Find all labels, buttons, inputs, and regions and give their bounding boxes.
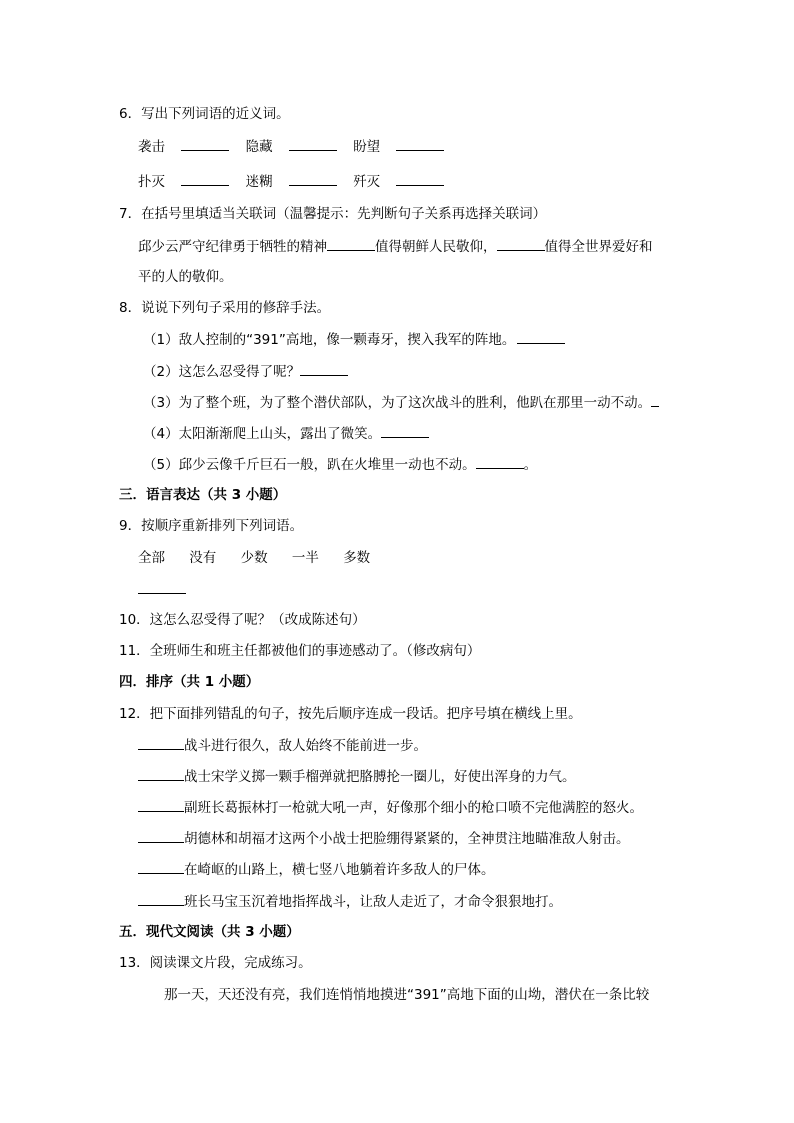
q6-row2 — [138, 171, 444, 192]
q12-item — [138, 797, 643, 818]
q9-word: 全部 — [138, 550, 165, 566]
q7-line2: 平的人的敬仰。 — [138, 269, 233, 285]
q8-item-4 — [143, 423, 429, 444]
q9-word: 多数 — [343, 550, 371, 566]
q12-item-text: 在崎岖的山路上，横七竖八地躺着许多敌人的尸体。 — [184, 862, 495, 878]
answer-blank[interactable] — [138, 735, 184, 750]
q9-title: 9．按顺序重新排列下列词语。 — [119, 518, 304, 534]
q8-item-5 — [143, 454, 537, 475]
q8-item-text: 。 — [523, 457, 538, 473]
answer-blank[interactable] — [396, 171, 444, 186]
q12-item — [138, 859, 495, 880]
answer-blank[interactable] — [651, 392, 659, 407]
q9-word: 没有 — [189, 550, 217, 566]
q12-item-text: 战斗进行很久，敌人始终不能前进一步。 — [184, 738, 427, 754]
answer-blank[interactable] — [396, 136, 444, 151]
q8-item-2 — [143, 361, 348, 382]
answer-blank[interactable] — [138, 828, 184, 843]
section-heading-4: 四．排序（共 1 小题） — [119, 674, 260, 690]
answer-blank[interactable] — [138, 891, 184, 906]
q7-title: 7．在括号里填适当关联词（温馨提示：先判断句子关系再选择关联词） — [119, 206, 547, 222]
q8-item-1 — [143, 329, 565, 350]
section-heading-5: 五．现代文阅读（共 3 小题） — [119, 924, 300, 940]
q12-item — [138, 891, 562, 912]
answer-blank[interactable] — [327, 236, 375, 251]
q7-text: 值得朝鲜人民敬仰， — [375, 239, 497, 255]
q6-word: 袭击 — [138, 139, 165, 155]
q6-title: 6．写出下列词语的近义词。 — [119, 106, 290, 122]
q12-item — [138, 828, 630, 849]
answer-blank[interactable] — [517, 329, 565, 344]
q7-text: 邱少云严守纪律勇于牺牲的精神 — [138, 239, 327, 255]
answer-blank[interactable] — [289, 171, 337, 186]
q12-item-text: 副班长葛振林打一枪就大吼一声，好像那个细小的枪口喷不完他满腔的怒火。 — [184, 800, 643, 816]
q9-word: 少数 — [240, 550, 268, 566]
answer-blank[interactable] — [300, 361, 348, 376]
answer-blank[interactable] — [181, 136, 229, 151]
q10: 10．这怎么忍受得了呢？（改成陈述句） — [119, 612, 366, 628]
q8-item-text: （5）邱少云像千斤巨石一般，趴在火堆里一动也不动。 — [143, 457, 476, 473]
q6-row1 — [138, 136, 444, 157]
answer-blank[interactable] — [497, 236, 545, 251]
q9-answer-line — [138, 579, 186, 600]
q7-line1 — [138, 236, 653, 257]
q13-passage: 那一天，天还没有亮，我们连悄悄地摸进“391”高地下面的山坳，潜伏在一条比较 — [164, 987, 650, 1003]
answer-blank[interactable] — [138, 579, 186, 594]
q13-title: 13．阅读课文片段，完成练习。 — [119, 955, 312, 971]
q9-words — [138, 548, 370, 568]
q6-word: 扑灭 — [138, 174, 165, 190]
q9-word: 一半 — [291, 550, 319, 566]
answer-blank[interactable] — [138, 797, 184, 812]
q7-text: 值得全世界爱好和 — [544, 239, 653, 255]
q12-item-text: 班长马宝玉沉着地指挥战斗，让敌人走近了，才命令狠狠地打。 — [184, 894, 562, 910]
answer-blank[interactable] — [381, 423, 429, 438]
q11: 11．全班师生和班主任都被他们的事迹感动了。（修改病句） — [119, 643, 481, 659]
q12-title: 12．把下面排列错乱的句子，按先后顺序连成一段话。把序号填在横线上里。 — [119, 706, 582, 722]
q12-item-text: 胡德林和胡福才这两个小战士把脸绷得紧紧的，全神贯注地瞄准敌人射击。 — [184, 831, 630, 847]
q8-item-text: （1）敌人控制的“391”高地，像一颗毒牙，揳入我军的阵地。 — [143, 332, 516, 348]
q6-word: 迷糊 — [245, 174, 273, 190]
q8-item-text: （2）这怎么忍受得了呢？ — [143, 364, 301, 380]
answer-blank[interactable] — [181, 171, 229, 186]
answer-blank[interactable] — [138, 766, 184, 781]
q6-word: 隐藏 — [245, 139, 273, 155]
q8-item-text: （4）太阳渐渐爬上山头，露出了微笑。 — [143, 426, 382, 442]
answer-blank[interactable] — [289, 136, 337, 151]
q6-word: 盼望 — [353, 139, 381, 155]
q6-word: 歼灭 — [353, 174, 381, 190]
q8-item-text: （3）为了整个班，为了整个潜伏部队，为了这次战斗的胜利，他趴在那里一动不动。 — [143, 395, 652, 411]
section-heading-3: 三．语言表达（共 3 小题） — [119, 487, 287, 503]
q8-item-3 — [143, 392, 659, 413]
q12-item — [138, 735, 427, 756]
answer-blank[interactable] — [138, 859, 184, 874]
q8-title: 8．说说下列句子采用的修辞手法。 — [119, 300, 331, 316]
q12-item-text: 战士宋学义掷一颗手榴弹就把胳膊抡一圈儿，好使出浑身的力气。 — [184, 769, 576, 785]
answer-blank[interactable] — [476, 454, 524, 469]
q12-item — [138, 766, 576, 787]
